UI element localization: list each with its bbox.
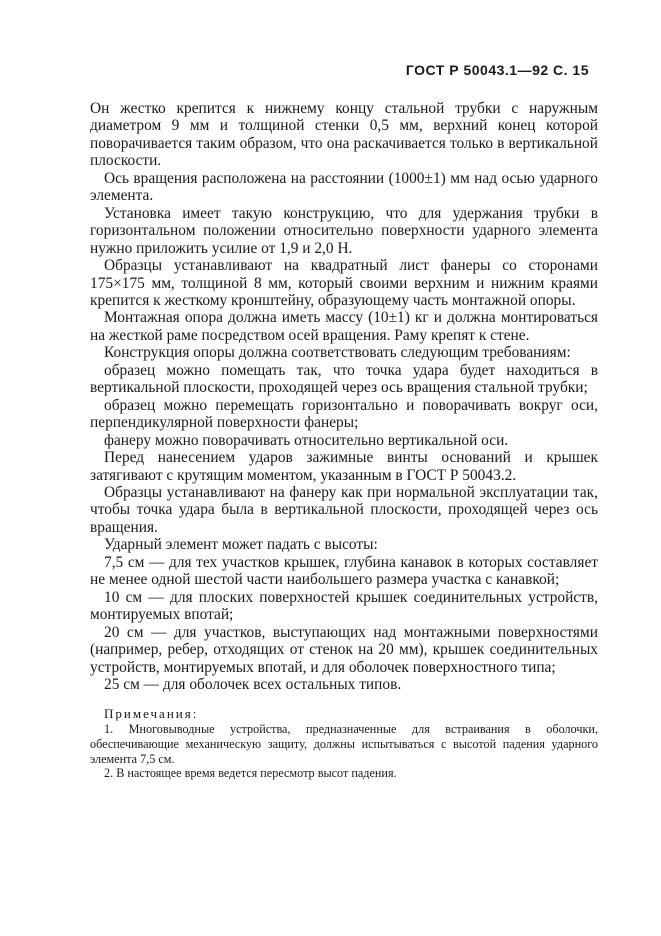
paragraph: Установка имеет такую конструкцию, что для удержания трубки в горизонтальном положении относительно поверхности ударного элемента нужно приложить усилие от 1,9 и 2,0 Н.	[90, 204, 598, 257]
list-item: 10 см — для плоских поверхностей крышек соединительных устройств, монтируемых впотай;	[90, 588, 598, 624]
paragraph: Ось вращения расположена на расстоянии (1000±1) мм над осью ударного элемента.	[90, 169, 598, 205]
body-text	[90, 100, 598, 781]
list-item: образец можно перемещать горизонтально и поворачивать вокруг оси, перпендикулярной поверхности фанеры;	[90, 396, 598, 432]
list-item: 20 см — для участков, выступающих над монтажными поверхностями (например, ребер, отходящих от стенок на 20 мм), крышек соединительных устройств, монтируемых впотай, и для оболочек поверхностного типа;	[90, 623, 598, 676]
paragraph: Конструкция опоры должна соответствовать следующим требованиям:	[104, 344, 571, 362]
list-item: 25 см — для оболочек всех остальных типов.	[104, 675, 402, 693]
page-header: ГОСТ Р 50043.1—92 С. 15	[405, 62, 589, 78]
paragraph: Образцы устанавливают на фанеру как при нормальной эксплуатации так, чтобы точка удара была в вертикальной плоскости, проходящей через ось вращения.	[90, 483, 598, 536]
paragraph: Ударный элемент может падать с высоты:	[104, 536, 378, 554]
notes-title: Примечания:	[104, 706, 199, 722]
list-item: образец можно помещать так, что точка удара будет находиться в вертикальной плоскости, проходящей через ось вращения стальной трубки;	[90, 361, 598, 397]
paragraph: Образцы устанавливают на квадратный лист фанеры со сторонами 175×175 мм, толщиной 8 мм, который своими верхним и нижним краями крепится к жесткому кронштейну, образующему часть монтажной опоры.	[90, 257, 598, 309]
note-item: 2. В настоящее время ведется пересмотр высот падения.	[104, 766, 397, 781]
list-item: фанеру можно поворачивать относительно вертикальной оси.	[104, 431, 509, 449]
note-item: 1. Многовыводные устройства, предназначенные для встраивания в оболочки, обеспечивающие механическую защиту, должны испытываться с высотой падения ударного элемента 7,5 см.	[90, 722, 598, 766]
paragraph: Он жестко крепится к нижнему концу стальной трубки с наружным диаметром 9 мм и толщиной стенки 0,5 мм, верхний конец которой поворачивается таким образом, что она раскачивается только в вертикальной плоскости.	[90, 100, 598, 170]
paragraph: Монтажная опора должна иметь массу (10±1) кг и должна монтироваться на жесткой раме посредством осей вращения. Раму крепят к стене.	[90, 309, 598, 344]
paragraph: Перед нанесением ударов зажимные винты оснований и крышек затягивают с крутящим моментом, указанным в ГОСТ Р 50043.2.	[90, 449, 598, 484]
list-item: 7,5 см — для тех участков крышек, глубина канавок в которых составляет не менее одной шестой части наибольшего размера участка с канавкой;	[90, 553, 598, 589]
